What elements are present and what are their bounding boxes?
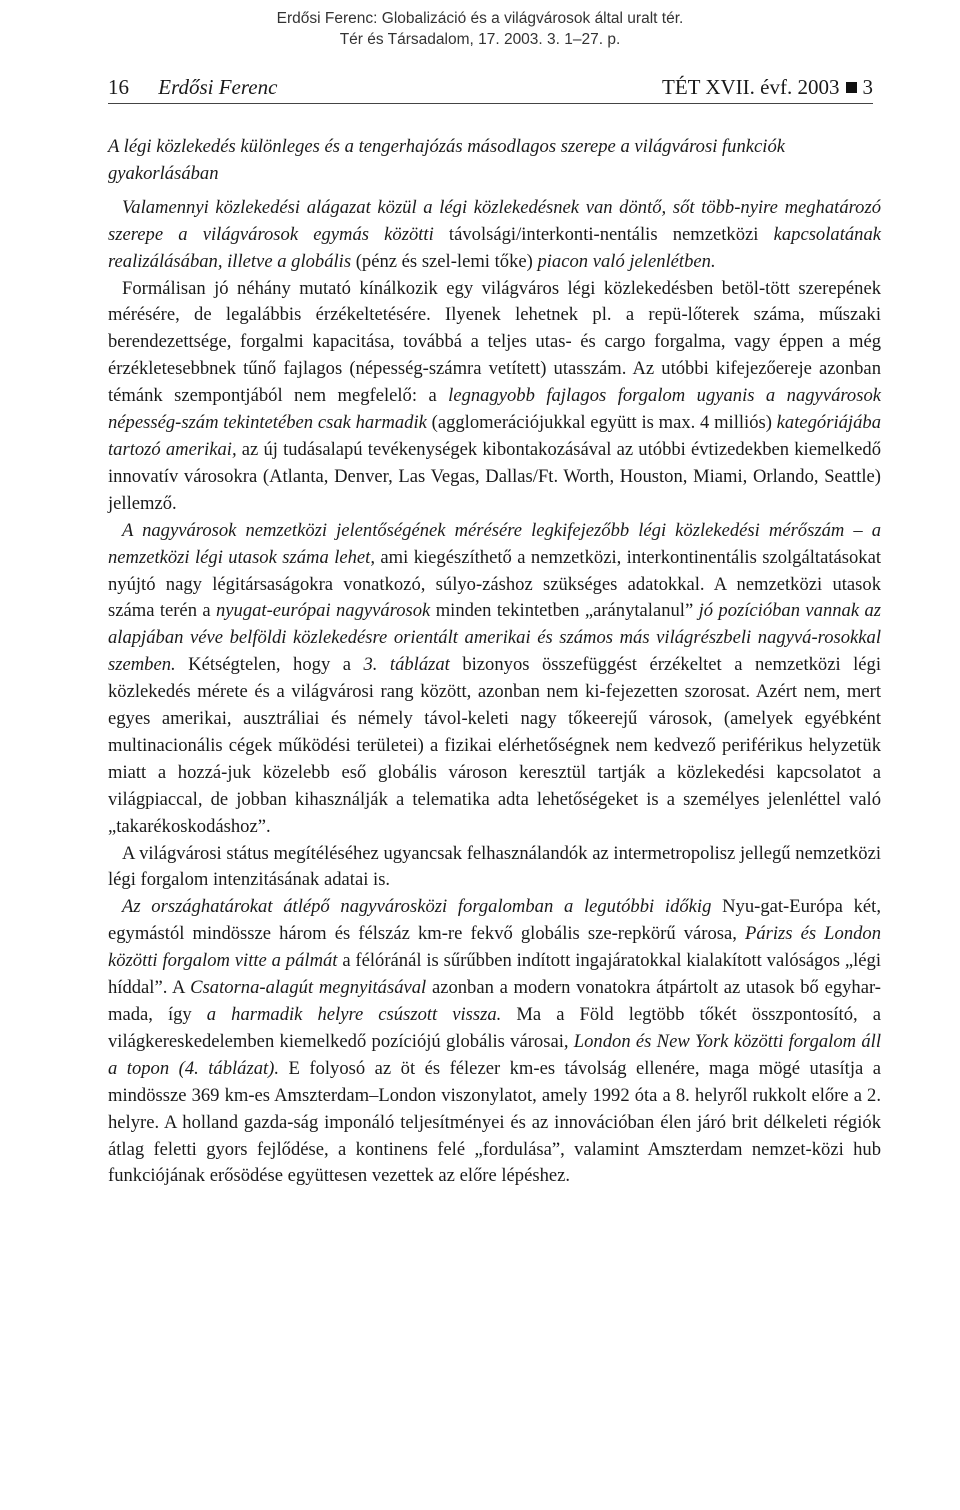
paragraph-4: A világvárosi státus megítéléséhez ugyancsak felhasználandók az intermetropolisz jellegű nemzetközi légi forgalom intenzitásának adatai is. — [108, 842, 881, 891]
paragraph-3: A nagyvárosok nemzetközi jelentőségének mérésére legkifejezőbb légi közlekedési mérőszám – a nemzetközi légi utasok száma lehet, ami kiegészíthető a nemzetközi, interkontinentális szolgáltatásokat nyújtó nagy légitársaságokra vonatkozó, súlyo-záshoz szükséges adatokkal. A nemzetközi utasok száma terén a nyugat-európai nagyvárosok minden tekintetben „aránytalanul” jó pozícióban vannak az alapjában véve belföldi közlekedésre orientált amerikai és számos más világrészbeli nagyvá-rosokkal szemben. Kétségtelen, hogy a 3. táblázat bizonyos összefüggést érzékeltet a nemzetközi légi közlekedés mérete és a világvárosi rang között, azonban nem ki-fejezetten szorosat. Azért nem, mert egyes amerikai, ausztráliai és némely távol-keleti nagy tőkeerejű városok, (amelyek egyébként multinacionális cégek működési területei) a fizikai elérhetőségnek nem kedvező periférikus helyzetük miatt a hozzá-juk közelebb eső globális városon keresztül tartják a közlekedési kapcsolatot a világpiaccal, de jobban kihasználják a telematika adta lehetőségeket is a személyes jelenléttel való „takarékoskodáshoz”. — [108, 519, 882, 837]
running-head-journal: TÉT XVII. évf. 2003 — [662, 75, 840, 99]
section-title: A légi közlekedés különleges és a tengerhajózás másodlagos szerepe a világvárosi funkciók gyakorlásában — [108, 136, 785, 184]
running-head-issue: 3 — [862, 75, 873, 99]
square-bullet-icon — [846, 82, 857, 93]
paragraph-1: Valamennyi közlekedési alágazat közül a légi közlekedésnek van döntő, sőt több-nyire meghatározó szerepe a világvárosok egymás közötti távolsági/interkonti-nentális nemzetközi kapcsolatának realizálásában, illetve a globális (pénz és szel-lemi tőke) piacon való jelenlétben. — [108, 196, 881, 272]
running-head — [108, 74, 873, 104]
citation-line-1: Erdősi Ferenc: Globalizáció és a világvárosok által uralt tér. — [276, 10, 684, 27]
citation-header — [0, 8, 960, 50]
citation-line-2: Tér és Társadalom, 17. 2003. 3. 1–27. p. — [339, 31, 621, 48]
paragraph-5: Az országhatárokat átlépő nagyvárosközi forgalomban a legutóbbi időkig Nyu-gat-Európa két, egymástól mindössze három és félszáz km-re fekvő globális sze-repkörű városa, Párizs és London közötti forgalom vitte a pálmát a félóránál is sűrűbben indított ingajáratokkal kialakított valóságos „légi híddal”. A Csatorna-alagút megnyitásával azonban a modern vonatokra átpártolt az utasok bő egyhar-mada, így a harmadik helyre csúszott vissza. Ma a Föld legtöbb tőkét összpontosító, a világkereskedelemben kiemelkedő pozíciójú globális városai, London és New York közötti forgalom áll a topon (4. táblázat). E folyosó az öt és félezer km-es távolság ellenére, maga mögé utasítja a mindössze 369 km-es Amszterdam–London viszonylatot, amely 1992 óta a 8. helyről rukkolt előre a 2. helyre. A holland gazda-ság imponáló teljesítményei és az innovációban élen járó brit délkeleti régiók átlag feletti gyors fejlődése, a kontinens felé „fordulása”, valamint Amszterdam nemzet-közi hub funkciójának erősödése együttesen vezettek az előre lépéshez. — [108, 896, 882, 1187]
paragraph-2: Formálisan jó néhány mutató kínálkozik egy világváros légi közlekedésben betöl-tött szerepének mérésére, de legalábbis érzékeltetésére. Ilyenek lehetnek pl. a repü-lőterek száma, műszaki berendezettsége, forgalmi kapacitása, továbbá a teljes utas- és cargo forgalma, vagy éppen a még érzékletesebbnek tűnő fajlagos (népesség-számra vetített) utasszám. Az utóbbi kifejezőereje azonban témánk szempontjából nem megfelelő: a legnagyobb fajlagos forgalom ugyanis a nagyvárosok népesség-szám tekintetében csak harmadik (agglomerációjukkal együtt is max. 4 milliós) kategóriájába tartozó amerikai, az új tudásalapú tevékenységek kibontakozásával az utóbbi évtizedekben kiemelkedő innovatív városokra (Atlanta, Denver, Las Vegas, Dallas/Ft. Worth, Houston, Miami, Orlando, Seattle) jellemző. — [108, 277, 881, 514]
page-number: 16 — [108, 75, 129, 99]
article-body — [108, 134, 881, 1190]
running-head-author: Erdősi Ferenc — [158, 75, 278, 99]
